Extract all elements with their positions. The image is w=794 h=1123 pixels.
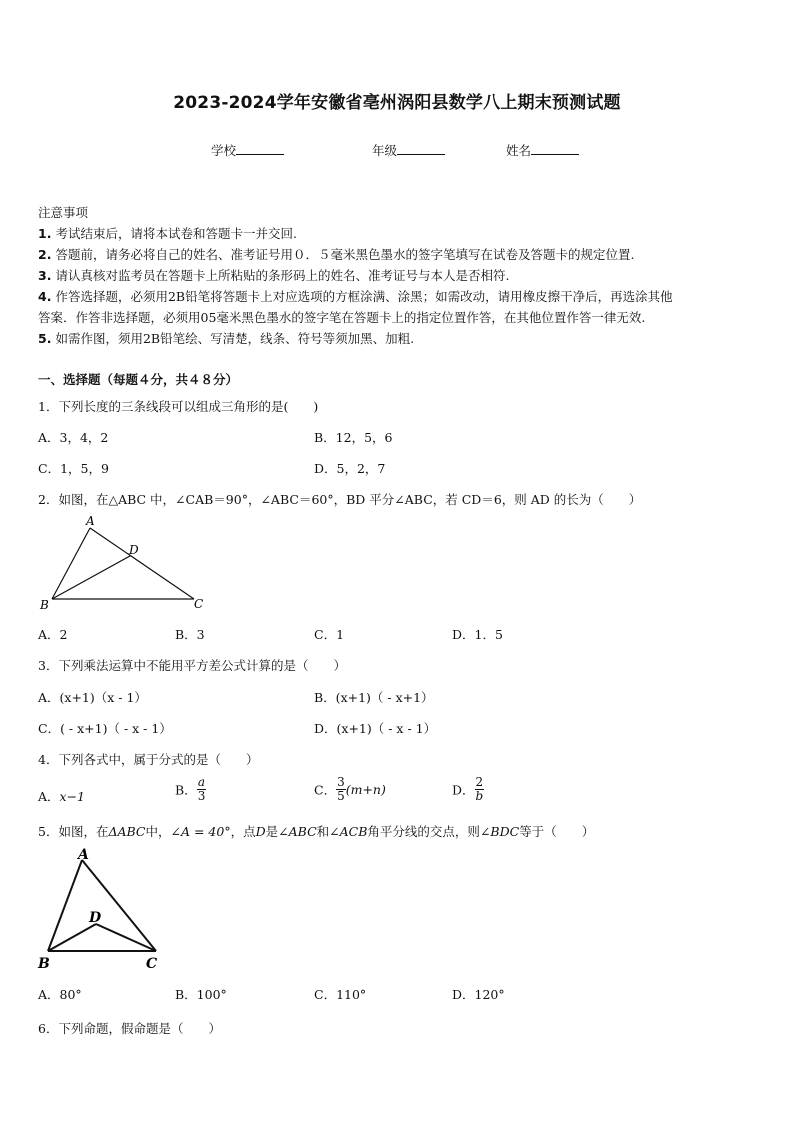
q2-option-b[interactable]: B．3 xyxy=(175,627,205,642)
q4-option-c[interactable] xyxy=(314,776,386,803)
q3-option-c[interactable]: C．( - x+1)（ - x - 1） xyxy=(38,721,172,736)
notice-item-4-cont: 答案．作答非选择题，必须用05毫米黑色墨水的签字笔在答题卡上的指定位置作答，在其他位置作答一律无效. xyxy=(38,310,646,325)
q4-b-prefix: B． xyxy=(175,782,197,798)
name-blank[interactable] xyxy=(531,142,579,155)
notice-text: 考试结束后，请将本试卷和答题卡一并交回. xyxy=(55,226,297,241)
notice-text: 作答选择题，必须用2B铅笔将答题卡上对应选项的方框涂满、涂黑；如需改动，请用橡皮擦干净后，再选涂其他 xyxy=(55,289,673,304)
notice-text: 请认真核对监考员在答题卡上所粘贴的条形码上的姓名、准考证号与本人是否相符. xyxy=(55,268,510,283)
q4-c-num: 3 xyxy=(337,775,345,789)
q4-a-prefix: A． xyxy=(38,789,60,804)
q5-stem-b: 中， xyxy=(145,824,171,839)
q4-d-num: 2 xyxy=(475,775,484,789)
q5-label-d: D xyxy=(89,910,102,926)
q5-option-c[interactable]: C．110° xyxy=(314,987,367,1002)
notice-text: 如需作图，须用2B铅笔绘、写清楚，线条、符号等须加黑、加粗. xyxy=(55,331,415,346)
question-1-stem: 1．下列长度的三条线段可以组成三角形的是( ) xyxy=(38,399,319,414)
school-label: 学校 xyxy=(211,143,237,158)
q2-option-c[interactable]: C．1 xyxy=(314,627,345,642)
q5-option-d[interactable]: D．120° xyxy=(452,987,505,1002)
q3-option-b[interactable]: B．(x+1)（ - x+1） xyxy=(314,690,434,705)
q5-stem-e: 是 xyxy=(265,824,279,839)
q4-option-b[interactable] xyxy=(175,776,206,803)
notice-item-2 xyxy=(38,245,634,263)
question-5-stem xyxy=(38,822,594,840)
question-6-stem: 6．下列命题，假命题是（ ） xyxy=(38,1021,221,1036)
q2-label-d: D xyxy=(129,543,139,557)
q2-triangle-figure xyxy=(36,514,212,614)
q2-side-ac xyxy=(90,528,194,599)
q1-option-b[interactable]: B．12，5，6 xyxy=(314,430,393,445)
notice-item-4 xyxy=(38,287,673,305)
q5-stem-d: D xyxy=(255,824,266,839)
q5-stem-g: 和 xyxy=(316,824,330,839)
q4-d-prefix: D． xyxy=(452,782,475,798)
q5-side-ab xyxy=(48,860,82,951)
school-field[interactable] xyxy=(211,141,284,159)
q5-side-ac xyxy=(82,860,156,951)
q1-option-a[interactable]: A．3，4，2 xyxy=(38,430,109,445)
q1-option-c[interactable]: C．1，5，9 xyxy=(38,461,109,476)
q4-option-a[interactable] xyxy=(38,787,85,805)
q5-stem-tri: ΔABC xyxy=(108,824,146,839)
grade-blank[interactable] xyxy=(397,142,445,155)
section-heading: 一、选择题（每题４分，共４８分） xyxy=(38,372,239,387)
q5-stem-angle: ∠A = 40° xyxy=(170,824,231,839)
q5-segment-cd xyxy=(96,924,156,951)
q5-stem-k: 等于（ ） xyxy=(519,824,595,839)
q4-c-den: 5 xyxy=(337,789,345,803)
q5-stem-j: ∠BDC xyxy=(479,824,520,839)
q5-stem-c: ，点 xyxy=(230,824,256,839)
q5-segment-bd xyxy=(48,924,96,951)
q4-b-num: a xyxy=(197,775,206,789)
q4-option-d[interactable] xyxy=(452,776,484,803)
q1-option-d[interactable]: D．5，2，7 xyxy=(314,461,386,476)
q4-a-expr: x−1 xyxy=(59,789,86,804)
q5-stem-i: 角平分线的交点，则 xyxy=(367,824,480,839)
q2-label-c: C xyxy=(194,597,204,611)
notice-num: 3. xyxy=(38,268,52,283)
q4-b-den: 3 xyxy=(197,789,206,803)
school-blank[interactable] xyxy=(236,142,284,155)
notice-text: 答题前，请务必将自己的姓名、准考证号用０．５毫米黑色墨水的签字笔填写在试卷及答题卡的规定位置. xyxy=(55,247,635,262)
q2-option-d[interactable]: D．1．5 xyxy=(452,627,503,642)
q5-option-b[interactable]: B．100° xyxy=(175,987,227,1002)
q3-option-a[interactable]: A．(x+1)（x - 1） xyxy=(38,690,147,705)
q4-d-den: b xyxy=(475,789,484,803)
notice-num: 2. xyxy=(38,247,52,262)
q4-c-tail: (m+n) xyxy=(345,782,386,797)
grade-label: 年级 xyxy=(372,143,398,158)
q5-label-b: B xyxy=(38,956,50,972)
q5-stem-h: ∠ACB xyxy=(329,824,368,839)
notice-item-1 xyxy=(38,224,297,242)
notice-num: 4. xyxy=(38,289,52,304)
q2-option-a[interactable]: A．2 xyxy=(38,627,68,642)
q4-c-prefix: C． xyxy=(314,782,337,798)
q5-label-c: C xyxy=(146,956,158,972)
q5-triangle-figure xyxy=(34,846,170,974)
q3-option-d[interactable]: D．(x+1)（ - x - 1） xyxy=(314,721,437,736)
notice-num: 1. xyxy=(38,226,52,241)
notice-item-3 xyxy=(38,266,509,284)
notice-heading: 注意事项 xyxy=(38,205,89,220)
q2-label-b: B xyxy=(40,598,49,612)
q5-stem-f: ∠ABC xyxy=(278,824,317,839)
question-2-stem: 2．如图，在△ABC 中，∠CAB＝90°，∠ABC＝60°，BD 平分∠ABC，若 CD＝6，则 AD 的长为（ ） xyxy=(38,492,642,507)
q5-label-a: A xyxy=(78,847,89,863)
question-4-stem: 4．下列各式中，属于分式的是（ ） xyxy=(38,752,259,767)
q2-label-a: A xyxy=(86,514,95,528)
q5-stem-a: 5．如图，在 xyxy=(38,824,109,839)
grade-field[interactable] xyxy=(372,141,445,159)
q4-d-fraction xyxy=(475,776,485,803)
q4-b-fraction xyxy=(197,776,207,803)
name-label: 姓名 xyxy=(506,143,532,158)
name-field[interactable] xyxy=(506,141,579,159)
question-3-stem: 3．下列乘法运算中不能用平方差公式计算的是（ ） xyxy=(38,658,346,673)
notice-item-5 xyxy=(38,329,414,347)
notice-num: 5. xyxy=(38,331,52,346)
page-title: 2023-2024学年安徽省亳州涡阳县数学八上期末预测试题 xyxy=(173,93,621,113)
q5-option-a[interactable]: A．80° xyxy=(38,987,82,1002)
q4-c-fraction xyxy=(336,776,346,803)
